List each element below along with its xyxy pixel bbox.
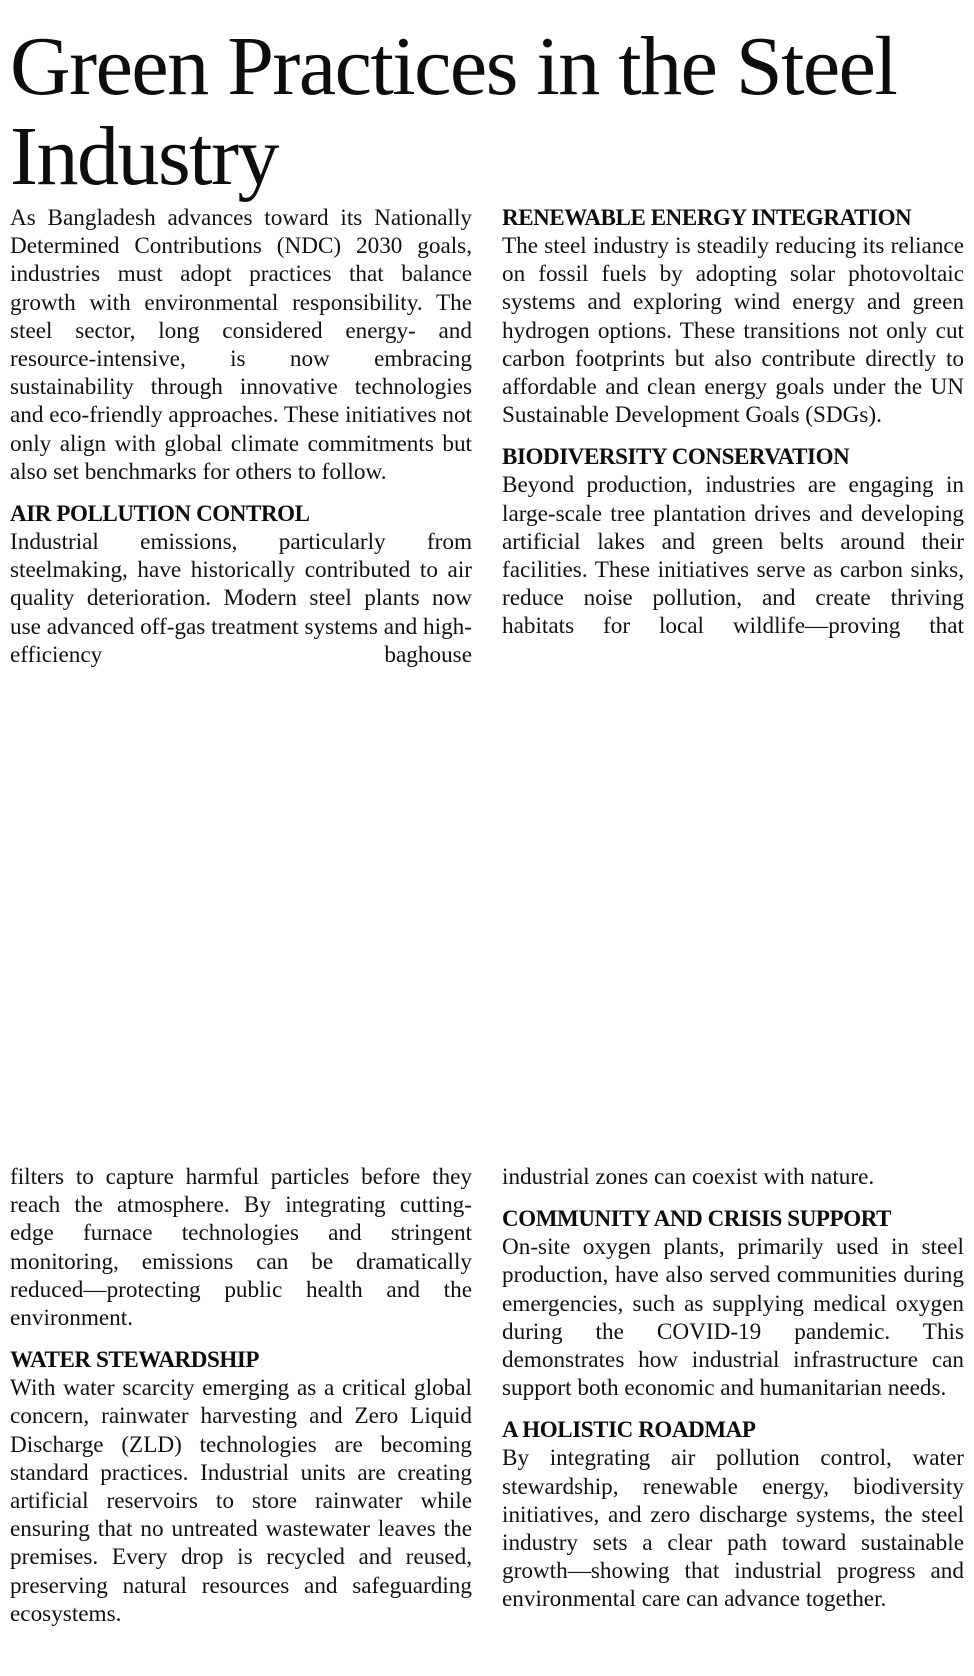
section-heading-biodiversity: BIODIVERSITY CONSERVATION	[502, 444, 850, 470]
right-column-top	[502, 204, 964, 641]
section-heading-community-support: COMMUNITY AND CRISIS SUPPORT	[502, 1206, 892, 1232]
holistic-roadmap-body: By integrating air pollution control, water stewardship, renewable energy, biodiversity initiatives, and zero discharge systems, the steel industry sets a clear path toward sustainable growth—showing that industrial progress and environmental care can advance together.	[502, 1445, 964, 1613]
section-heading-water-stewardship: WATER STEWARDSHIP	[10, 1347, 260, 1373]
section-heading-renewable-energy: RENEWABLE ENERGY INTEGRATION	[502, 205, 912, 230]
intro-paragraph: As Bangladesh advances toward its Nationally Determined Contributions (NDC) 2030 goals, industries must adopt practices that balance growth with environmental responsibility. The steel sector, long considered energy- and resource-intensive, is now embracing sustainability through innovative technologies and eco-friendly approaches. These initiatives not only align with global climate commitments but also set benchmarks for others to follow.	[10, 205, 472, 485]
article-headline: Green Practices in the Steel Industry	[10, 20, 897, 203]
image-placeholder-area	[0, 745, 974, 1155]
section-heading-air-pollution: AIR POLLUTION CONTROL	[10, 501, 310, 527]
section-heading-holistic-roadmap: A HOLISTIC ROADMAP	[502, 1417, 756, 1443]
renewable-energy-body: The steel industry is steadily reducing its reliance on fossil fuels by adopting solar photovoltaic systems and exploring wind energy and green hydrogen options. These transitions not only cut carbon footprints but also contribute directly to affordable and clean energy goals under the UN Sustainable Development Goals (SDGs).	[502, 233, 964, 429]
air-pollution-body-part2: filters to capture harmful particles before they reach the atmosphere. By integrating cutting-edge furnace technologies and stringent monitoring, emissions can be dramatically reduced—protecting public health and the environment.	[10, 1164, 472, 1332]
right-column-bottom	[502, 1163, 964, 1614]
biodiversity-body-part2: industrial zones can coexist with nature.	[502, 1164, 875, 1190]
water-stewardship-body: With water scarcity emerging as a critical global concern, rainwater harvesting and Zero Liquid Discharge (ZLD) technologies are becoming standard practices. Industrial units are creating artificial reservoirs to store rainwater while ensuring that no untreated wastewater leaves the premises. Every drop is recycled and reused, preserving natural resources and safeguarding ecosystems.	[10, 1375, 472, 1627]
air-pollution-body-part1: Industrial emissions, particularly from steelmaking, have historically contributed to air quality deterioration. Modern steel plants now use advanced off-gas treatment systems and high-efficiency baghouse	[10, 529, 472, 668]
biodiversity-body-part1: Beyond production, industries are engaging in large-scale tree plantation drives and developing artificial lakes and green belts around their facilities. These initiatives serve as carbon sinks, reduce noise pollution, and create thriving habitats for local wildlife—proving that	[502, 472, 964, 640]
community-support-body: On-site oxygen plants, primarily used in steel production, have also served communities during emergencies, such as supplying medical oxygen during the COVID-19 pandemic. This demonstrates how industrial infrastructure can support both economic and humanitarian needs.	[502, 1234, 964, 1402]
left-column-top	[10, 204, 472, 669]
left-column-bottom	[10, 1163, 472, 1628]
